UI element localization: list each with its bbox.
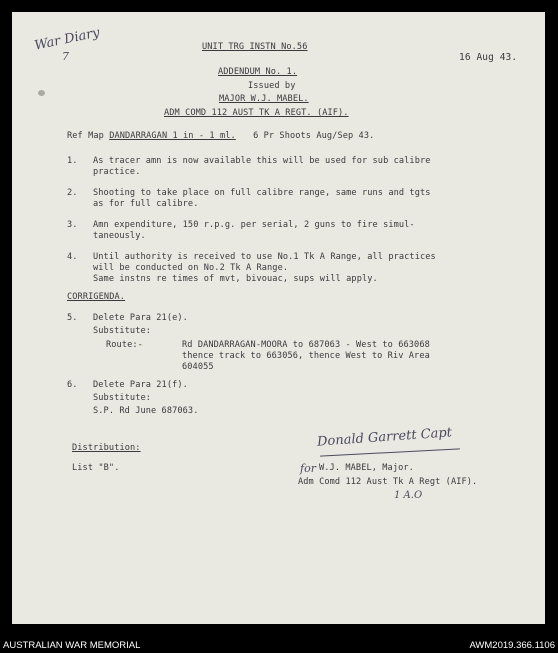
sp-line: S.P. Rd June 687063.	[93, 406, 199, 416]
paragraph-line: Shooting to take place on full calibre range, same runs and tgts	[93, 188, 431, 198]
paragraph-number: 4.	[67, 252, 78, 262]
paragraph-line: taneously.	[93, 231, 146, 241]
signatory-name: W.J. MABEL, Major.	[319, 463, 414, 473]
issued-by-label: Issued by	[248, 81, 296, 91]
signatory-unit: Adm Comd 112 Aust Tk A Regt (AIF).	[298, 477, 478, 487]
unit-header: ADM COMD 112 AUST TK A REGT. (AIF).	[164, 108, 349, 118]
paragraph-number: 6.	[67, 380, 78, 390]
ref-map-line	[67, 131, 374, 142]
paragraph-line: Amn expenditure, 150 r.p.g. per serial, 2 guns to fire simul-	[93, 220, 415, 230]
signatory-initials: 1 A.O	[394, 490, 423, 501]
paragraph-line: as for full calibre.	[93, 199, 199, 209]
paragraph-number: 1.	[67, 156, 78, 166]
distribution-list: List "B".	[72, 463, 120, 473]
archive-credit: AUSTRALIAN WAR MEMORIAL	[3, 640, 141, 651]
paragraph-number: 3.	[67, 220, 78, 230]
substitute-label: Substitute:	[93, 393, 152, 403]
issuer-name: MAJOR W.J. MABEL.	[219, 94, 309, 104]
route-line: Rd DANDARRAGAN-MOORA to 687063 - West to 663068	[182, 340, 430, 350]
document-date: 16 Aug 43.	[459, 52, 518, 63]
document-title: UNIT TRG INSTN No.56	[202, 42, 308, 52]
ref-map-extra: 6 Pr Shoots Aug/Sep 43.	[253, 131, 375, 141]
sign-for: for	[300, 462, 316, 475]
handwritten-note: War Diary	[33, 25, 102, 54]
paragraph-line: practice.	[93, 167, 141, 177]
punch-mark-icon	[38, 90, 45, 96]
ref-map-value: DANDARRAGAN 1 in - 1 ml.	[109, 131, 236, 141]
route-line: 604055	[182, 362, 214, 372]
substitute-label: Substitute:	[93, 326, 152, 336]
paragraph-line: Until authority is received to use No.1 Tk A Range, all practices	[93, 252, 436, 262]
paragraph-number: 5.	[67, 313, 78, 323]
archive-reference: AWM2019.366.1106	[469, 640, 555, 651]
route-label: Route:-	[106, 340, 143, 350]
signature-handwritten: Donald Garrett Capt	[316, 425, 453, 450]
route-line: thence track to 663056, thence West to Riv Area	[182, 351, 430, 361]
corrigenda-heading: CORRIGENDA.	[67, 292, 126, 302]
delete-line: Delete Para 21(e).	[93, 313, 188, 323]
document-page	[12, 12, 545, 624]
addendum-heading: ADDENDUM No. 1.	[218, 67, 298, 77]
handwritten-mark: 7	[62, 50, 69, 63]
delete-line: Delete Para 21(f).	[93, 380, 188, 390]
signature-underline	[320, 448, 460, 456]
paragraph-line: will be conducted on No.2 Tk A Range.	[93, 263, 289, 273]
paragraph-line: As tracer amn is now available this will be used for sub calibre	[93, 156, 431, 166]
paragraph-line: Same instns re times of mvt, bivouac, sups will apply.	[93, 274, 378, 284]
ref-map-label: Ref Map	[67, 131, 104, 141]
paragraph-number: 2.	[67, 188, 78, 198]
distribution-heading: Distribution:	[72, 443, 141, 453]
